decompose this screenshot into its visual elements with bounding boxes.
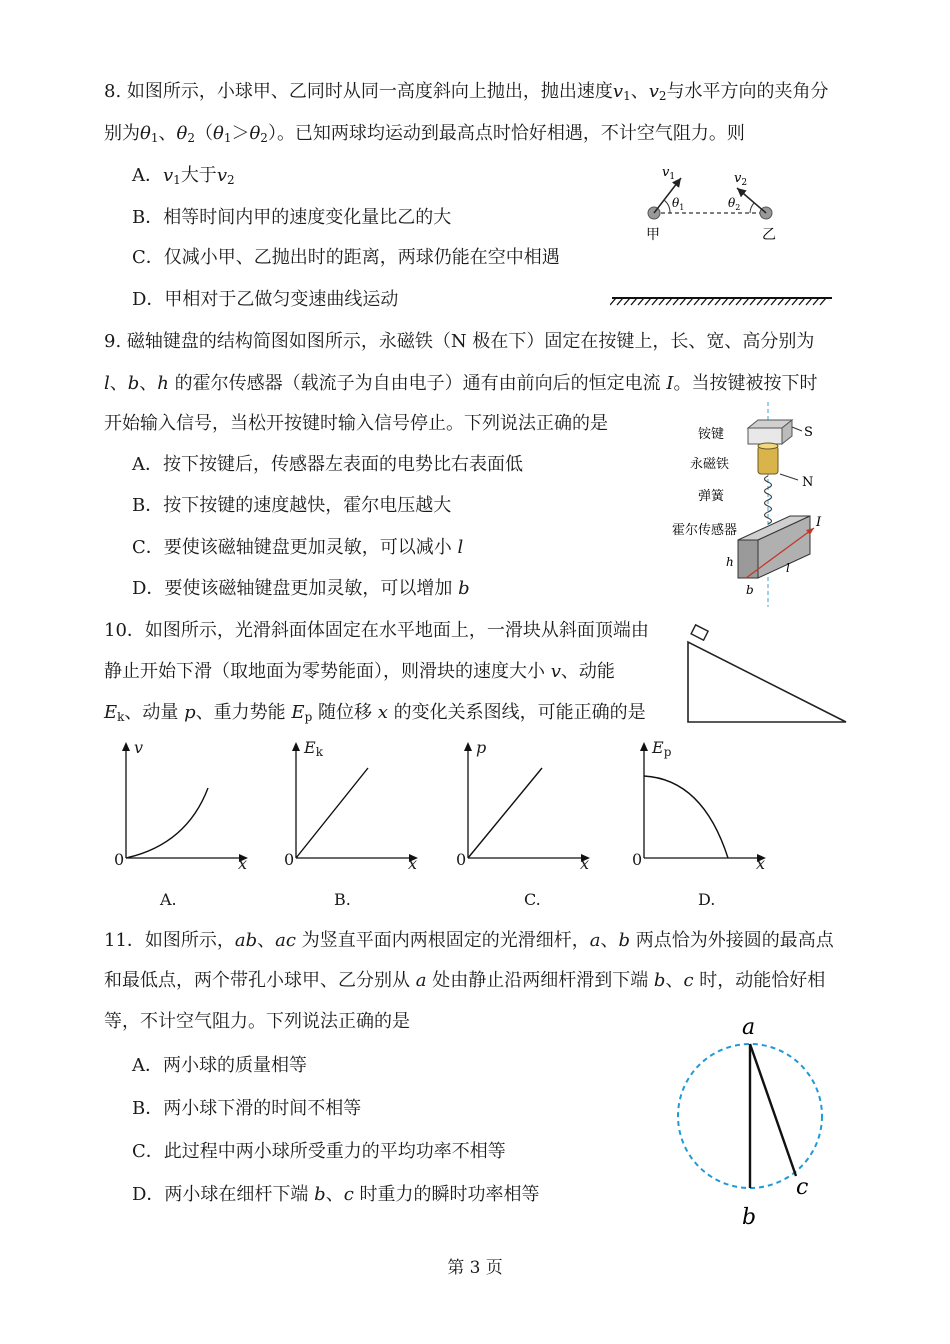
q11-option-c: C．此过程中两小球所受重力的平均功率不相等 bbox=[132, 1141, 506, 1162]
q9-key-front bbox=[748, 428, 782, 444]
hatch-stroke bbox=[659, 298, 665, 305]
hatch-stroke bbox=[610, 298, 616, 305]
q8-theta2-arc bbox=[750, 203, 754, 213]
q9-label-magnet: 永磁铁 bbox=[690, 457, 730, 472]
q10-stem-line1: 10．如图所示，光滑斜面体固定在水平地面上，一滑块从斜面顶端由 bbox=[104, 620, 649, 641]
q10-slider-block bbox=[691, 625, 708, 640]
q8-stem-line1: 8. 如图所示，小球甲、乙同时从同一高度斜向上抛出，抛出速度$v_1$、$v_2$与水平方向的夹角分 bbox=[104, 81, 829, 103]
q8-theta1-label: $\theta_1$ bbox=[672, 196, 685, 212]
q8-theta1-arc bbox=[664, 200, 670, 213]
q8-v2-label: $v_2$ bbox=[734, 171, 748, 188]
q9-stem-line2: l、b、h 的霍尔传感器（载流子为自由电子）通有由前向后的恒定电流 I。当按键被按下时 bbox=[104, 373, 818, 394]
q10-graph-d-ylabel: $E_p$ bbox=[652, 738, 672, 759]
hatch-stroke bbox=[813, 298, 819, 305]
q8-option-b: B．相等时间内甲的速度变化量比乙的大 bbox=[132, 207, 452, 228]
q9-label-sensor: 霍尔传感器 bbox=[672, 523, 738, 538]
q9-label-s: S bbox=[804, 425, 813, 440]
q10-graph-d: $E_p$ 0 x D. bbox=[630, 740, 780, 910]
hatch-stroke bbox=[645, 298, 651, 305]
hatch-stroke bbox=[652, 298, 658, 305]
q8-option-d: D．甲相对于乙做匀变速曲线运动 bbox=[132, 289, 399, 310]
q8-stem-line2: 别为$\theta_1$、$\theta_2(\theta_1>\theta_2)$。已知两球均运动到最高点时恰好相遇，不计空气阻力。则 bbox=[104, 123, 745, 145]
q9-label-h: h bbox=[726, 555, 734, 569]
q10-incline-figure bbox=[682, 620, 852, 730]
q10-stem-line2: 静止开始下滑（取地面为零势能面），则滑块的速度大小 v、动能 bbox=[104, 661, 615, 682]
q9-stem-line1: 9. 磁轴键盘的结构简图如图所示，永磁铁（N 极在下）固定在按键上，长、宽、高分别为 bbox=[104, 331, 815, 352]
q9-option-d: D．要使该磁轴键盘更加灵敏，可以增加 b bbox=[132, 578, 470, 599]
q9-magnet bbox=[758, 446, 778, 474]
q10-curve-a bbox=[126, 788, 208, 858]
q8-option-c: C．仅减小甲、乙抛出时的距离，两球仍能在空中相遇 bbox=[132, 247, 560, 268]
hatch-stroke bbox=[750, 298, 756, 305]
hatch-stroke bbox=[673, 298, 679, 305]
q9-option-a: A．按下按键后，传感器左表面的电势比右表面低 bbox=[132, 454, 523, 475]
q11-option-b: B．两小球下滑的时间不相等 bbox=[132, 1098, 362, 1119]
q8-figure bbox=[610, 160, 840, 310]
q10-graph-b: $E_k$ 0 x B. bbox=[282, 740, 432, 910]
q9-label-b: b bbox=[746, 583, 754, 597]
q11-label-c: c bbox=[796, 1175, 809, 1200]
q9-stem-line3: 开始输入信号，当松开按键时输入信号停止。下列说法正确的是 bbox=[104, 413, 608, 434]
q10-incline bbox=[688, 642, 846, 722]
q8-label-yi: 乙 bbox=[762, 227, 776, 243]
q10-stem-line3: $E_k$、动量 p、重力势能 $E_p$ 随位移 x 的变化关系图线，可能正确的是 bbox=[104, 702, 646, 724]
q8-label-jia: 甲 bbox=[646, 227, 660, 243]
q8-v1-label: $v_1$ bbox=[662, 165, 676, 182]
q9-figure bbox=[664, 402, 850, 607]
q9-pointer-n bbox=[780, 474, 798, 480]
hatch-stroke bbox=[778, 298, 784, 305]
q10-curve-d bbox=[644, 776, 728, 858]
q8-v2-arrow bbox=[737, 188, 766, 213]
q10-graph-b-ylabel: $E_k$ bbox=[304, 738, 323, 759]
q10-line-c bbox=[468, 768, 542, 858]
q11-figure bbox=[668, 1012, 838, 1232]
hatch-stroke bbox=[624, 298, 630, 305]
hatch-stroke bbox=[694, 298, 700, 305]
hatch-stroke bbox=[785, 298, 791, 305]
q9-sensor-front bbox=[738, 540, 758, 578]
q11-rod-ac bbox=[750, 1044, 796, 1176]
q11-stem-line1: 11．如图所示，ab、ac 为竖直平面内两根固定的光滑细杆，a、b 两点恰为外接圆的最高点 bbox=[104, 930, 834, 951]
q11-option-d: D．两小球在细杆下端 b、c 时重力的瞬时功率相等 bbox=[132, 1184, 540, 1205]
q11-stem-line3: 等，不计空气阻力。下列说法正确的是 bbox=[104, 1011, 410, 1032]
hatch-stroke bbox=[680, 298, 686, 305]
hatch-stroke bbox=[792, 298, 798, 305]
q11-option-a: A．两小球的质量相等 bbox=[132, 1055, 307, 1076]
q10-graph-a: v 0 x A. bbox=[112, 740, 262, 910]
hatch-stroke bbox=[764, 298, 770, 305]
hatch-stroke bbox=[631, 298, 637, 305]
q8-ground-hatch bbox=[610, 298, 826, 305]
q9-label-spring: 弹簧 bbox=[698, 489, 725, 504]
q10-line-b bbox=[296, 768, 368, 858]
page-number: 第 3 页 bbox=[447, 1258, 503, 1278]
hatch-stroke bbox=[806, 298, 812, 305]
q9-option-b: B．按下按键的速度越快，霍尔电压越大 bbox=[132, 495, 452, 516]
q9-label-l: l bbox=[786, 561, 790, 575]
q9-magnet-top bbox=[758, 443, 778, 449]
q9-label-key: 铵键 bbox=[698, 427, 725, 442]
q11-stem-line2: 和最低点，两个带孔小球甲、乙分别从 a 处由静止沿两细杆滑到下端 b、c 时，动能恰好相 bbox=[104, 970, 826, 991]
hatch-stroke bbox=[715, 298, 721, 305]
q8-option-a: A．$v_1$大于$v_2$ bbox=[132, 165, 235, 187]
hatch-stroke bbox=[708, 298, 714, 305]
hatch-stroke bbox=[722, 298, 728, 305]
hatch-stroke bbox=[799, 298, 805, 305]
hatch-stroke bbox=[617, 298, 623, 305]
q11-label-b: b bbox=[742, 1205, 757, 1230]
hatch-stroke bbox=[771, 298, 777, 305]
hatch-stroke bbox=[638, 298, 644, 305]
q8-theta2-label: $\theta_2$ bbox=[728, 196, 741, 212]
q9-pointer-s bbox=[792, 427, 802, 431]
q11-label-a: a bbox=[742, 1015, 756, 1040]
hatch-stroke bbox=[820, 298, 826, 305]
q9-option-c: C．要使该磁轴键盘更加灵敏，可以减小 l bbox=[132, 537, 464, 558]
hatch-stroke bbox=[687, 298, 693, 305]
q9-label-i: I bbox=[816, 515, 822, 530]
hatch-stroke bbox=[666, 298, 672, 305]
q10-graph-c: p 0 x C. bbox=[454, 740, 604, 910]
hatch-stroke bbox=[701, 298, 707, 305]
hatch-stroke bbox=[729, 298, 735, 305]
hatch-stroke bbox=[757, 298, 763, 305]
q9-label-n: N bbox=[802, 475, 814, 490]
hatch-stroke bbox=[743, 298, 749, 305]
hatch-stroke bbox=[736, 298, 742, 305]
